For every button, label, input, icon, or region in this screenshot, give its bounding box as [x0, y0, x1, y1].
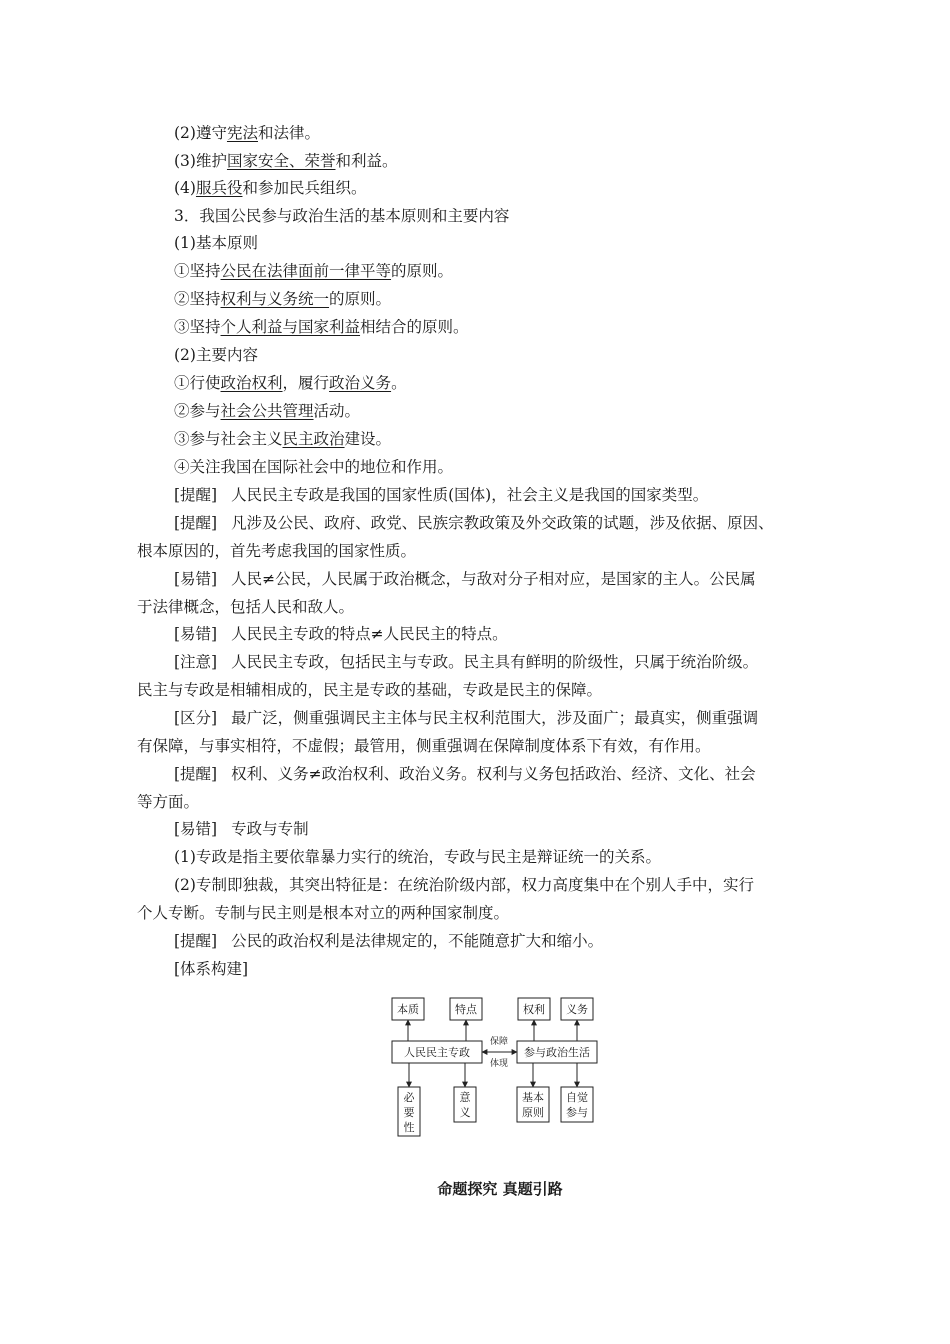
label-basic-principles-2: 原则 [522, 1106, 544, 1119]
system-construction-label: [体系构建] [174, 960, 249, 978]
label-rights: 权利 [523, 1003, 545, 1016]
section-heading-exam-exploration: 命题探究 真题引路 [437, 1180, 563, 1198]
note-7: [提醒] 权利、义务≠政治权利、政治义务。权利与义务包括政治、经济、文化、社会 [174, 765, 756, 783]
item-national-security: (3)维护国家安全、荣誉和利益。 [174, 152, 398, 170]
label-political-participation: 参与政治生活 [524, 1046, 590, 1059]
principle-3: ③坚持个人利益与国家利益相结合的原则。 [174, 318, 469, 336]
note-8: [易错] 专政与专制 [174, 820, 309, 838]
note-8-item-2-cont: 个人专断。专制与民主则是根本对立的两种国家制度。 [137, 904, 510, 922]
label-duties: 义务 [566, 1003, 588, 1016]
principle-1: ①坚持公民在法律面前一律平等的原则。 [174, 262, 454, 280]
content-1: ①行使政治权利，履行政治义务。 [174, 374, 407, 392]
note-8-item-2: (2)专制即独裁，其突出特征是：在统治阶级内部，权力高度集中在个别人手中，实行 [174, 876, 754, 894]
content-3: ③参与社会主义民主政治建设。 [174, 430, 392, 448]
note-6-cont: 有保障，与事实相符，不虚假；最管用，侧重强调在保障制度体系下有效，有作用。 [137, 737, 711, 755]
label-basic-principles-1: 基本 [522, 1091, 544, 1104]
label-significance-1: 意 [459, 1091, 471, 1104]
note-1: [提醒] 人民民主专政是我国的国家性质(国体)，社会主义是我国的国家类型。 [174, 486, 709, 504]
note-6: [区分] 最广泛，侧重强调民主主体与民主权利范围大，涉及面广；最真实，侧重强调 [174, 709, 759, 727]
label-conscious-participation-1: 自觉 [566, 1091, 588, 1104]
section-heading-3: 3．我国公民参与政治生活的基本原则和主要内容 [174, 207, 510, 225]
subheading-basic-principles: (1)基本原则 [174, 234, 258, 252]
label-essence: 本质 [397, 1003, 419, 1016]
note-7-cont: 等方面。 [137, 793, 200, 811]
item-military-service: (4)服兵役和参加民兵组织。 [174, 179, 367, 197]
note-2: [提醒] 凡涉及公民、政府、政党、民族宗教政策及外交政策的试题，涉及依据、原因、 [174, 514, 774, 532]
label-necessity-1: 必 [403, 1091, 415, 1104]
label-guarantee: 保障 [489, 1037, 509, 1047]
note-5: [注意] 人民民主专政，包括民主与专政。民主具有鲜明的阶级性，只属于统治阶级。 [174, 653, 759, 671]
label-necessity-3: 性 [403, 1121, 415, 1134]
subheading-main-content: (2)主要内容 [174, 346, 258, 364]
item-constitution: (2)遵守宪法和法律。 [174, 124, 320, 142]
note-8-item-1: (1)专政是指主要依靠暴力实行的统治，专政与民主是辩证统一的关系。 [174, 848, 661, 866]
label-features: 特点 [455, 1003, 477, 1016]
note-2-cont: 根本原因的，首先考虑我国的国家性质。 [137, 542, 417, 560]
principle-2: ②坚持权利与义务统一的原则。 [174, 290, 392, 308]
label-embody: 体现 [489, 1059, 509, 1069]
label-conscious-participation-2: 参与 [566, 1106, 588, 1119]
label-significance-2: 义 [459, 1106, 471, 1119]
note-4: [易错] 人民民主专政的特点≠人民民主的特点。 [174, 625, 508, 643]
content-4: ④关注我国在国际社会中的地位和作用。 [174, 458, 454, 476]
note-5-cont: 民主与专政是相辅相成的，民主是专政的基础，专政是民主的保障。 [137, 681, 603, 699]
content-2: ②参与社会公共管理活动。 [174, 402, 361, 420]
label-necessity-2: 要 [403, 1106, 415, 1119]
label-peoples-democratic-dictatorship: 人民民主专政 [404, 1046, 470, 1059]
note-9: [提醒] 公民的政治权利是法律规定的，不能随意扩大和缩小。 [174, 932, 604, 950]
concept-diagram [380, 990, 610, 1140]
note-3-cont: 于法律概念，包括人民和敌人。 [137, 598, 355, 616]
note-3: [易错] 人民≠公民，人民属于政治概念，与敌对分子相对应，是国家的主人。公民属 [174, 570, 756, 588]
